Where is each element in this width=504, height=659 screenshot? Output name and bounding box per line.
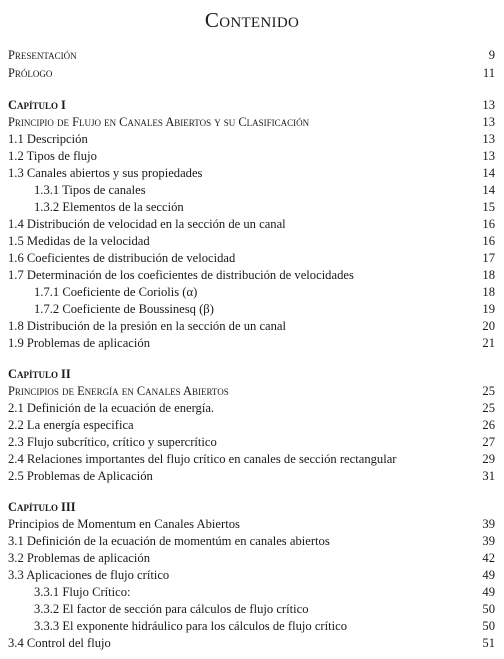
toc-entry[interactable] — [8, 434, 495, 450]
chapter-label: Capítulo I — [8, 98, 66, 112]
toc-entry-label: 1.3.2 Elementos de la sección — [34, 200, 184, 214]
toc-entry-label: 1.3.1 Tipos de canales — [34, 183, 146, 197]
toc-entry-label: 1.1 Descripción — [8, 132, 88, 146]
toc-entry-page: 15 — [482, 200, 495, 214]
toc-entry-page: 18 — [482, 268, 495, 282]
chapter-label: Capítulo II — [8, 367, 71, 381]
toc-entry-label: 3.2 Problemas de aplicación — [8, 551, 150, 565]
toc-entry-label: 1.7.2 Coeficiente de Boussinesq (β) — [34, 302, 214, 316]
toc-entry-page: 21 — [482, 336, 495, 350]
toc-entry-page: 39 — [482, 534, 495, 548]
toc-entry-page: 27 — [482, 435, 495, 449]
toc-subentry[interactable] — [34, 199, 495, 215]
toc-subentry[interactable] — [34, 301, 495, 317]
toc-entry-label: 3.3 Aplicaciones de flujo crítico — [8, 568, 170, 582]
toc-subentry[interactable] — [34, 584, 495, 600]
toc-entry-page: 19 — [482, 302, 495, 316]
toc-entry-label: 1.8 Distribución de la presión en la sección de un canal — [8, 319, 287, 333]
toc-entry[interactable] — [8, 250, 495, 266]
toc-entry-page: 11 — [482, 66, 495, 80]
toc-entry[interactable] — [8, 216, 495, 232]
toc-entry-page: 13 — [482, 132, 495, 146]
chapter-heading-3[interactable] — [8, 499, 495, 515]
toc-entry-page: 14 — [482, 166, 495, 180]
chapter-subtitle-label: Principios de Energía en Canales Abiertos — [8, 384, 229, 398]
toc-entry[interactable] — [8, 318, 495, 334]
toc-entry-page: 50 — [482, 602, 495, 616]
toc-entry-label: Presentación — [8, 48, 77, 62]
toc-entry-label: 2.3 Flujo subcrítico, crítico y supercrítico — [8, 435, 217, 449]
toc-entry-label: 3.3.3 El exponente hidráulico para los cálculos de flujo crítico — [34, 619, 347, 633]
toc-entry[interactable] — [8, 533, 495, 549]
chapter-subtitle-1[interactable] — [8, 114, 495, 130]
toc-entry-page: 13 — [482, 98, 495, 112]
toc-entry-label: 3.4 Control del flujo — [8, 636, 111, 650]
toc-subentry[interactable] — [34, 182, 495, 198]
toc-entry-label: 1.6 Coeficientes de distribución de velocidad — [8, 251, 236, 265]
toc-entry[interactable] — [8, 131, 495, 147]
chapter-subtitle-label: Principios de Momentum en Canales Abiertos — [8, 517, 240, 531]
toc-entry-label: 1.7 Determinación de los coeficientes de distribución de velocidades — [8, 268, 354, 282]
toc-entry-page: 49 — [482, 585, 495, 599]
toc-entry-page: 29 — [482, 452, 495, 466]
toc-entry-presentacion[interactable] — [8, 47, 495, 63]
toc-entry[interactable] — [8, 148, 495, 164]
toc-entry-label: 1.7.1 Coeficiente de Coriolis (α) — [34, 285, 198, 299]
toc-entry[interactable] — [8, 451, 495, 467]
chapter-label: Capítulo III — [8, 500, 76, 514]
toc-entry-page: 25 — [482, 384, 495, 398]
toc-entry-label: 2.2 La energía especifica — [8, 418, 134, 432]
toc-entry-page: 16 — [482, 234, 495, 248]
toc-entry-page: 49 — [482, 568, 495, 582]
toc-entry-page: 9 — [488, 48, 495, 62]
toc-entry-label: 2.1 Definición de la ecuación de energía. — [8, 401, 215, 415]
toc-entry-page: 13 — [482, 115, 495, 129]
toc-entry-page: 51 — [482, 636, 495, 650]
toc-entry[interactable] — [8, 635, 495, 651]
toc-subentry[interactable] — [34, 284, 495, 300]
toc-entry-label: 2.5 Problemas de Aplicación — [8, 469, 153, 483]
toc-entry-label: 1.4 Distribución de velocidad en la sección de un canal — [8, 217, 286, 231]
page-title: Contenido — [204, 8, 300, 32]
toc-entry-label: 1.5 Medidas de la velocidad — [8, 234, 150, 248]
toc-entry-label: 1.9 Problemas de aplicación — [8, 336, 150, 350]
toc-entry-page: 20 — [482, 319, 495, 333]
toc-entry-page: 25 — [482, 401, 495, 415]
toc-subentry[interactable] — [34, 618, 495, 634]
toc-entry-label: 3.1 Definición de la ecuación de momentúm en canales abiertos — [8, 534, 330, 548]
toc-entry-page: 13 — [482, 149, 495, 163]
toc-entry-label: 3.3.2 El factor de sección para cálculos de flujo crítico — [34, 602, 309, 616]
toc-entry-label: Prólogo — [8, 66, 53, 80]
toc-subentry[interactable] — [34, 601, 495, 617]
toc-entry[interactable] — [8, 165, 495, 181]
toc-entry[interactable] — [8, 417, 495, 433]
chapter-subtitle-3[interactable] — [8, 516, 495, 532]
toc-entry-prologo[interactable] — [8, 65, 495, 81]
toc-entry-page: 42 — [482, 551, 495, 565]
toc-entry-label: 2.4 Relaciones importantes del flujo crítico en canales de sección rectangular — [8, 452, 397, 466]
toc-entry[interactable] — [8, 267, 495, 283]
chapter-heading-1[interactable] — [8, 97, 495, 113]
toc-entry[interactable] — [8, 335, 495, 351]
toc-entry[interactable] — [8, 233, 495, 249]
toc-entry[interactable] — [8, 567, 495, 583]
toc-entry-label: 3.3.1 Flujo Crítico: — [34, 585, 131, 599]
toc-entry-label: 1.3 Canales abiertos y sus propiedades — [8, 166, 203, 180]
toc-entry[interactable] — [8, 550, 495, 566]
toc-entry-label: 1.2 Tipos de flujo — [8, 149, 97, 163]
chapter-heading-2[interactable] — [8, 366, 495, 382]
toc-entry-page: 17 — [482, 251, 495, 265]
toc-entry-page: 26 — [482, 418, 495, 432]
toc-entry-page: 18 — [482, 285, 495, 299]
toc-entry[interactable] — [8, 468, 495, 484]
chapter-subtitle-label: Principio de Flujo en Canales Abiertos y su Clasificación — [8, 115, 310, 129]
toc-entry-page: 50 — [482, 619, 495, 633]
toc-entry[interactable] — [8, 400, 495, 416]
toc-entry-page: 31 — [482, 469, 495, 483]
toc-entry-page: 14 — [482, 183, 495, 197]
chapter-subtitle-2[interactable] — [8, 383, 495, 399]
toc-entry-page: 39 — [482, 517, 495, 531]
toc-entry-page: 16 — [482, 217, 495, 231]
